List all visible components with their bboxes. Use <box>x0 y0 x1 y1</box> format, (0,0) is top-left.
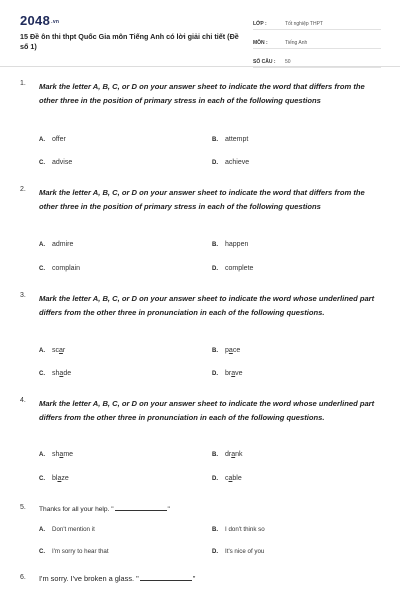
question-text: Mark the letter A, B, C, or D on your answer sheet to indicate the word that differs from the other three in the position of primary stress in each of the following questions <box>39 188 365 211</box>
option-letter: B. <box>212 348 218 354</box>
option-text-post: ce <box>232 347 241 354</box>
meta-value: 50 <box>285 59 291 65</box>
logo-text: 2048 <box>20 13 51 28</box>
option-b[interactable] <box>212 347 240 354</box>
option-letter: A. <box>39 242 45 248</box>
meta-label: MÔN : <box>253 40 268 46</box>
option-text: I don't think so <box>225 526 265 533</box>
option-text: offer <box>52 136 66 143</box>
option-text-pre: dr <box>225 451 232 458</box>
option-c[interactable] <box>39 370 71 377</box>
meta-label: SỐ CÂU : <box>253 59 276 65</box>
option-d[interactable] <box>212 370 243 377</box>
option-b[interactable] <box>212 451 243 458</box>
option-letter: A. <box>39 527 45 533</box>
option-text-pre: sc <box>52 347 59 354</box>
option-text-post: de <box>63 370 72 377</box>
option-c[interactable] <box>39 475 69 482</box>
question-number: 5. <box>20 504 26 511</box>
option-text-post: ve <box>235 370 243 377</box>
option-c[interactable] <box>39 548 109 555</box>
option-underlined-part: a <box>231 370 236 377</box>
option-letter: C. <box>39 371 45 377</box>
logo-suffix: .vn <box>51 18 60 25</box>
option-letter: D. <box>212 266 218 272</box>
question-number: 6. <box>20 574 26 581</box>
meta-value: Tiếng Anh <box>285 40 308 46</box>
option-letter: B. <box>212 137 218 143</box>
question-text: Mark the letter A, B, C, or D on your answer sheet to indicate the word that differs from the other three in the position of primary stress in each of the following questions <box>39 82 365 105</box>
option-d[interactable] <box>212 159 249 166</box>
option-text: I'm sorry to hear that <box>52 548 109 555</box>
option-text: advise <box>52 159 73 166</box>
exam-meta <box>253 14 381 71</box>
option-letter: C. <box>39 476 45 482</box>
option-letter: D. <box>212 371 218 377</box>
option-b[interactable] <box>212 241 248 248</box>
option-text-post: nk <box>235 451 243 458</box>
question-number: 3. <box>20 292 26 299</box>
option-text-pre: p <box>225 347 229 354</box>
option-underlined-part: a <box>59 451 64 458</box>
option-b[interactable] <box>212 136 248 143</box>
option-c[interactable] <box>39 159 72 166</box>
question-number: 2. <box>20 186 26 193</box>
question-number: 4. <box>20 397 26 404</box>
option-letter: A. <box>39 348 45 354</box>
option-underlined-part: a <box>59 370 64 377</box>
option-letter: B. <box>212 452 218 458</box>
page-header <box>0 0 400 67</box>
meta-value: Tốt nghiệp THPT <box>285 21 323 27</box>
question-text-post: " <box>192 574 196 583</box>
question-text-post: " <box>167 506 170 513</box>
option-underlined-part: a <box>59 347 63 354</box>
meta-label: LỚP : <box>253 21 267 27</box>
option-letter: C. <box>39 549 45 555</box>
question-text-pre: I'm sorry. I've broken a glass. " <box>39 574 139 583</box>
option-letter: A. <box>39 452 45 458</box>
option-underlined-part: a <box>228 475 233 482</box>
option-d[interactable] <box>212 265 253 272</box>
option-a[interactable] <box>39 347 65 354</box>
option-text-post: r <box>62 347 66 354</box>
option-text: attempt <box>225 136 249 143</box>
option-underlined-part: a <box>231 451 236 458</box>
option-letter: C. <box>39 266 45 272</box>
option-letter: D. <box>212 160 218 166</box>
option-text: admire <box>52 241 74 248</box>
option-letter: D. <box>212 549 218 555</box>
option-letter: C. <box>39 160 45 166</box>
option-text-pre: bl <box>52 475 58 482</box>
question-text-pre: Thanks for all your help. " <box>39 506 114 513</box>
option-text: It's nice of you <box>225 548 265 555</box>
option-text-post: ze <box>61 475 69 482</box>
option-d[interactable] <box>212 548 264 555</box>
option-text: complete <box>225 265 254 272</box>
option-text-post: ble <box>232 475 242 482</box>
question-text: Mark the letter A, B, C, or D on your answer sheet to indicate the word whose underlined part differs from the other three in pronunciation in each of the following questions. <box>39 294 375 317</box>
question-text: Mark the letter A, B, C, or D on your answer sheet to indicate the word whose underlined part differs from the other three in pronunciation in each of the following questions. <box>39 399 375 422</box>
option-text: complain <box>52 265 81 272</box>
option-letter: B. <box>212 527 218 533</box>
site-logo[interactable] <box>20 13 59 28</box>
option-underlined-part: a <box>57 475 62 482</box>
option-letter: D. <box>212 476 218 482</box>
option-a[interactable] <box>39 136 66 143</box>
meta-row-count <box>253 52 381 68</box>
option-a[interactable] <box>39 526 95 533</box>
option-text-pre: sh <box>52 370 60 377</box>
option-letter: B. <box>212 242 218 248</box>
option-a[interactable] <box>39 451 73 458</box>
meta-row-subject <box>253 33 381 49</box>
option-a[interactable] <box>39 241 73 248</box>
option-d[interactable] <box>212 475 242 482</box>
option-underlined-part: a <box>228 347 233 354</box>
option-c[interactable] <box>39 265 80 272</box>
option-text-pre: c <box>225 475 229 482</box>
option-text: happen <box>225 241 249 248</box>
answer-blank <box>115 504 167 511</box>
option-text-post: me <box>63 451 74 458</box>
question-number: 1. <box>20 80 26 87</box>
option-text: achieve <box>225 159 250 166</box>
meta-row-class <box>253 14 381 30</box>
exam-title: 15 Đề ôn thi thpt Quốc Gia môn Tiếng Anh có lời giải chi tiết (Đề số 1) <box>20 32 239 51</box>
option-text-pre: sh <box>52 451 60 458</box>
question-text <box>39 574 382 584</box>
option-b[interactable] <box>212 526 265 533</box>
question-text <box>39 504 382 515</box>
option-letter: A. <box>39 137 45 143</box>
answer-blank <box>140 574 192 581</box>
option-text: Don't mention it <box>52 526 95 533</box>
option-text-pre: br <box>225 370 232 377</box>
